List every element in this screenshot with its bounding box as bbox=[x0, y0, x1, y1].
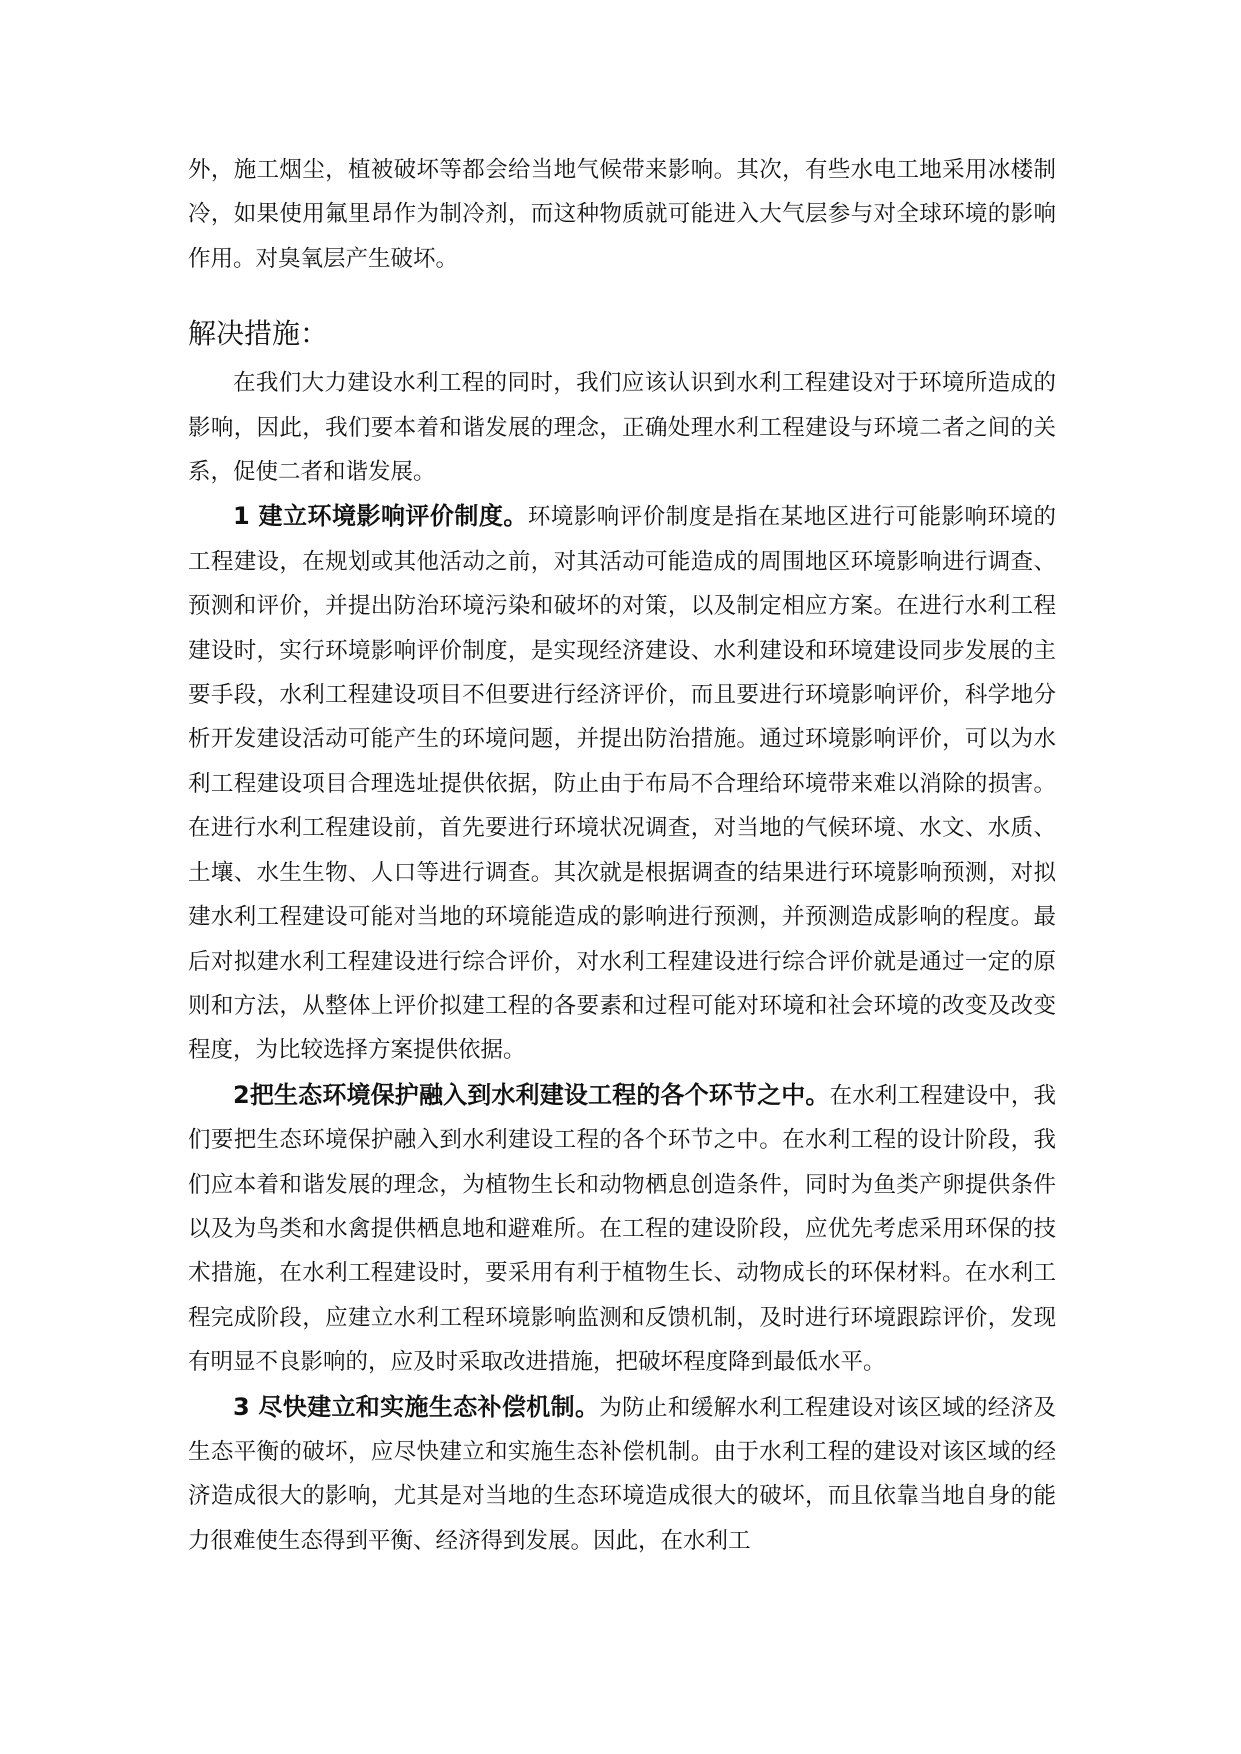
section-intro-paragraph: 在我们大力建设水利工程的同时，我们应该认识到水利工程建设对于环境所造成的影响，因此，我们要本着和谐发展的理念，正确处理水利工程建设与环境二者之间的关系，促使二者和谐发展。 bbox=[188, 370, 1056, 486]
section-heading: 解决措施： bbox=[188, 317, 329, 351]
document-page bbox=[188, 148, 1056, 1563]
measure-1-lead: 1 建立环境影响评价制度。 bbox=[233, 502, 528, 531]
measure-1-body: 环境影响评价制度是指在某地区进行可能影响环境的工程建设，在规划或其他活动之前，对其活动可能造成的周围地区环境影响进行调查、预测和评价，并提出防治环境污染和破坏的对策，以及制定相应方案。在进行水利工程建设时，实行环境影响评价制度，是实现经济建设、水利建设和环境建设同步发展的主要手段，水利工程建设项目不但要进行经济评价，而且要进行环境影响评价，科学地分析开发建设活动可能产生的环境问题，并提出防治措施。通过环境影响评价，可以为水利工程建设项目合理选址提供依据，防止由于布局不合理给环境带来难以消除的损害。在进行水利工程建设前，首先要进行环境状况调查，对当地的气候环境、水文、水质、土壤、水生生物、人口等进行调查。其次就是根据调查的结果进行环境影响预测，对拟建水利工程建设可能对当地的环境能造成的影响进行预测，并预测造成影响的程度。最后对拟建水利工程建设进行综合评价，对水利工程建设进行综合评价就是通过一定的原则和方法，从整体上评价拟建工程的各要素和过程可能对环境和社会环境的改变及改变程度，为比较选择方案提供依据。 bbox=[188, 504, 1056, 1064]
measure-paragraph-3 bbox=[188, 1385, 1056, 1564]
measure-3-lead: 3 尽快建立和实施生态补偿机制。 bbox=[233, 1392, 600, 1421]
measure-2-body: 在水利工程建设中，我们要把生态环境保护融入到水利建设工程的各个环节之中。在水利工程的设计阶段，我们应本着和谐发展的理念，为植物生长和动物栖息创造条件，同时为鱼类产卵提供条件以及为鸟类和水禽提供栖息地和避难所。在工程的建设阶段，应优先考虑采用环保的技术措施，在水利工程建设时，要采用有利于植物生长、动物成长的环保材料。在水利工程完成阶段，应建立水利工程环境影响监测和反馈机制，及时进行环境跟踪评价，发现有明显不良影响的，应及时采取改进措施，把破坏程度降到最低水平。 bbox=[188, 1082, 1056, 1376]
measure-paragraph-1 bbox=[188, 494, 1056, 1072]
measure-3-body: 为防止和缓解水利工程建设对该区域的经济及生态平衡的破坏，应尽快建立和实施生态补偿机制。由于水利工程的建设对该区域的经济造成很大的影响，尤其是对当地的生态环境造成很大的破坏，而且依靠当地自身的能力很难使生态得到平衡、经济得到发展。因此，在水利工 bbox=[188, 1394, 1056, 1554]
intro-paragraph: 外，施工烟尘，植被破坏等都会给当地气候带来影响。其次，有些水电工地采用冰楼制冷，如果使用氟里昂作为制冷剂，而这种物质就可能进入大气层参与对全球环境的影响作用。对臭氧层产生破坏。 bbox=[188, 157, 1056, 272]
measure-2-lead: 2把生态环境保护融入到水利建设工程的各个环节之中。 bbox=[233, 1080, 830, 1109]
measure-paragraph-2 bbox=[188, 1073, 1056, 1385]
